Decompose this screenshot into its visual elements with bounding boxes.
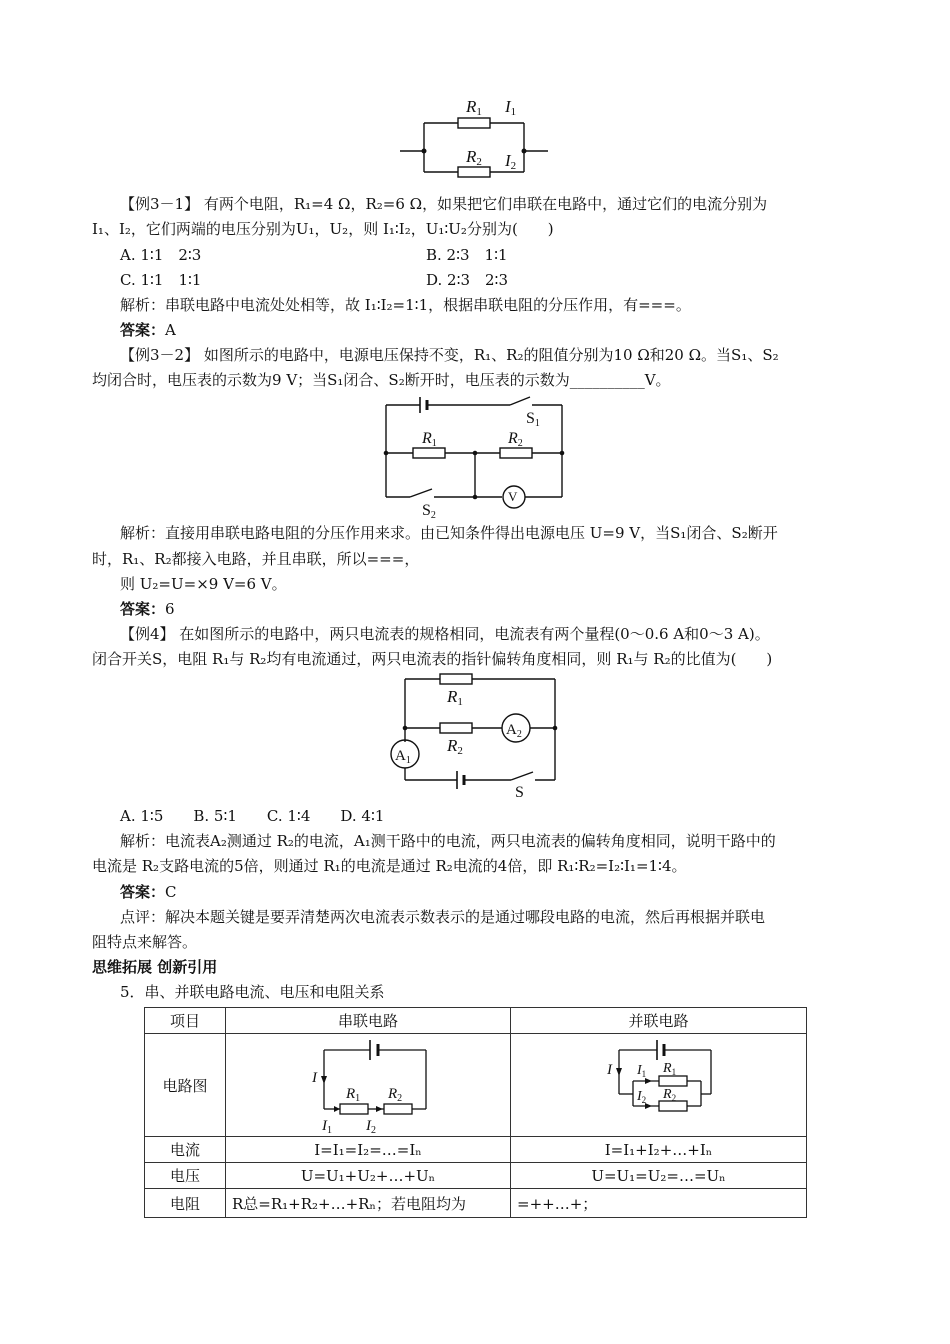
ex32-circuit-figure	[380, 393, 570, 521]
svg-text:I2: $I_2$	[637, 1089, 647, 1105]
svg-text:I: I	[607, 1062, 612, 1078]
svg-text:S1: S1	[526, 410, 540, 429]
section-heading: 思维拓展 创新引用	[92, 958, 218, 976]
svg-text:S: S	[515, 784, 524, 801]
ex31-option-a: A. 1∶1 2∶3	[120, 246, 202, 264]
series-current-formula: I=I₁=I₂=…=Iₙ	[226, 1137, 511, 1163]
resistor-r2	[440, 723, 472, 733]
resistor-r2	[384, 1104, 412, 1114]
header-parallel: 并联电路	[511, 1008, 807, 1034]
ex31-answer: 答案：A	[120, 321, 176, 339]
table-header-row	[145, 1008, 807, 1034]
ex31-option-d: D. 2∶3 2∶3	[426, 271, 509, 289]
svg-text:I: I	[312, 1070, 317, 1086]
relation-table	[144, 1007, 807, 1218]
svg-text:R2: $R_2$	[388, 1086, 403, 1104]
resistor-r1	[413, 448, 445, 458]
series-resistance-formula: R总=R₁+R₂+…+Rₙ；若电阻均为	[226, 1189, 511, 1218]
resistor-r1	[458, 118, 490, 128]
svg-text:I2: $I_2$	[366, 1118, 376, 1136]
item5-title: 5．串、并联电路电流、电压和电阻关系	[120, 983, 385, 1001]
table-row-voltage	[145, 1163, 807, 1189]
parallel-current-formula: I=I₁+I₂+…+Iₙ	[511, 1137, 807, 1163]
ex4-comment-line1: 点评：解决本题关键是要弄清楚两次电流表示数表示的是通过哪段电路的电流，然后再根据并联电	[120, 908, 766, 926]
parallel-resistor-figure	[400, 92, 560, 187]
svg-text:R2: R2	[508, 430, 523, 449]
series-voltage-formula: U=U₁+U₂+…+Uₙ	[226, 1163, 511, 1189]
series-circuit-diagram	[312, 1036, 442, 1134]
ex31-analysis: 解析：串联电路中电流处处相等，故 I₁∶I₂=1∶1，根据串联电阻的分压作用，有===。	[120, 296, 691, 314]
switch-s2-icon	[410, 489, 432, 497]
resistor-r2	[500, 448, 532, 458]
parallel-circuit-cell	[511, 1034, 807, 1137]
ex32-analysis-line3: 则 U₂=U=×9 V=6 V。	[120, 575, 287, 593]
row-label-resistance: 电阻	[145, 1189, 226, 1218]
parallel-voltage-formula: U=U₁=U₂=…=Uₙ	[511, 1163, 807, 1189]
resistor-r1	[440, 674, 472, 684]
table-row-current	[145, 1137, 807, 1163]
ex31-option-b: B. 2∶3 1∶1	[426, 246, 508, 264]
ex4-analysis-line1: 解析：电流表A₂测通过 R₂的电流，A₁测干路中的电流，两只电流表的偏转角度相同，说明干路中的	[120, 832, 776, 850]
ex4-answer: 答案：C	[120, 883, 177, 901]
ex4-options: A. 1∶5 B. 5∶1 C. 1∶4 D. 4∶1	[120, 807, 385, 825]
resistor-r1	[340, 1104, 368, 1114]
svg-text:R2: $R_2$	[663, 1087, 677, 1103]
svg-text:A1: $A_1$	[395, 748, 411, 766]
svg-text:I1: $I_1$	[637, 1063, 647, 1079]
ex32-question-line1: 【例3－2】 如图所示的电路中，电源电压保持不变，R₁、R₂的阻值分别为10 Ω和20 Ω。当S₁、S₂	[120, 346, 779, 364]
svg-text:R1: $R_1$	[346, 1086, 361, 1104]
ex31-options-cd	[120, 269, 509, 291]
ex31-option-c: C. 1∶1 1∶1	[120, 271, 202, 289]
header-series: 串联电路	[226, 1008, 511, 1034]
svg-text:R1: $R_1$	[663, 1061, 677, 1077]
svg-text:I1: I1	[505, 97, 517, 118]
svg-text:R1: R1	[422, 430, 437, 449]
table-row-circuit	[145, 1034, 807, 1137]
svg-text:I1: $I_1$	[322, 1118, 332, 1136]
svg-text:A2: $A_2$	[506, 722, 522, 740]
ex32-question-line2: 均闭合时，电压表的示数为9 V；当S₁闭合、S₂断开时，电压表的示数为__________V。	[92, 371, 671, 389]
ex31-options-ab	[120, 244, 508, 266]
svg-text:S2: S2	[422, 502, 436, 521]
ex4-analysis-line2: 电流是 R₂支路电流的5倍，则通过 R₁的电流是通过 R₂电流的4倍，即 R₁∶R₂=I₂∶I₁=1∶4。	[92, 857, 687, 875]
series-circuit-cell	[226, 1034, 511, 1137]
ex31-question-line2: I₁、I₂，它们两端的电压分别为U₁，U₂，则 I₁∶I₂，U₁∶U₂分别为( )	[92, 220, 554, 238]
ex32-answer: 答案：6	[120, 600, 175, 618]
switch-s-icon	[511, 772, 533, 780]
svg-text:R1: R1	[466, 97, 482, 118]
switch-s1-icon	[510, 397, 530, 405]
row-label-voltage: 电压	[145, 1163, 226, 1189]
parallel-resistance-formula: =++…+；	[511, 1189, 807, 1218]
ex4-question-line1: 【例4】 在如图所示的电路中，两只电流表的规格相同，电流表有两个量程(0～0.6 A和0～3 A)。	[120, 625, 770, 643]
svg-text:I2: I2	[505, 151, 517, 172]
ex4-circuit-figure	[385, 670, 565, 800]
svg-text:R2: R2	[447, 736, 463, 757]
ex32-analysis-line1: 解析：直接用串联电路电阻的分压作用来求。由已知条件得出电源电压 U=9 V，当S₁闭合、S₂断开	[120, 524, 778, 542]
table-row-resistance	[145, 1189, 807, 1218]
ex31-question-line1: 【例3－1】 有两个电阻，R₁=4 Ω，R₂=6 Ω，如果把它们串联在电路中，通过它们的电流分别为	[120, 195, 768, 213]
svg-text:R2: R2	[466, 147, 482, 168]
svg-text:R1: R1	[447, 687, 463, 708]
resistor-r1	[659, 1076, 687, 1086]
row-label-current: 电流	[145, 1137, 226, 1163]
ex4-question-line2: 闭合开关S，电阻 R₁与 R₂均有电流通过，两只电流表的指针偏转角度相同，则 R₁与 R₂的比值为( )	[92, 650, 773, 668]
svg-text:V: V	[508, 489, 518, 504]
ex4-comment-line2: 阻特点来解答。	[92, 933, 198, 951]
ex32-analysis-line2: 时，R₁、R₂都接入电路，并且串联，所以===，	[92, 550, 420, 568]
parallel-circuit-diagram	[607, 1036, 727, 1126]
header-item: 项目	[145, 1008, 226, 1034]
resistor-r2	[458, 167, 490, 177]
row-label-circuit: 电路图	[145, 1034, 226, 1137]
